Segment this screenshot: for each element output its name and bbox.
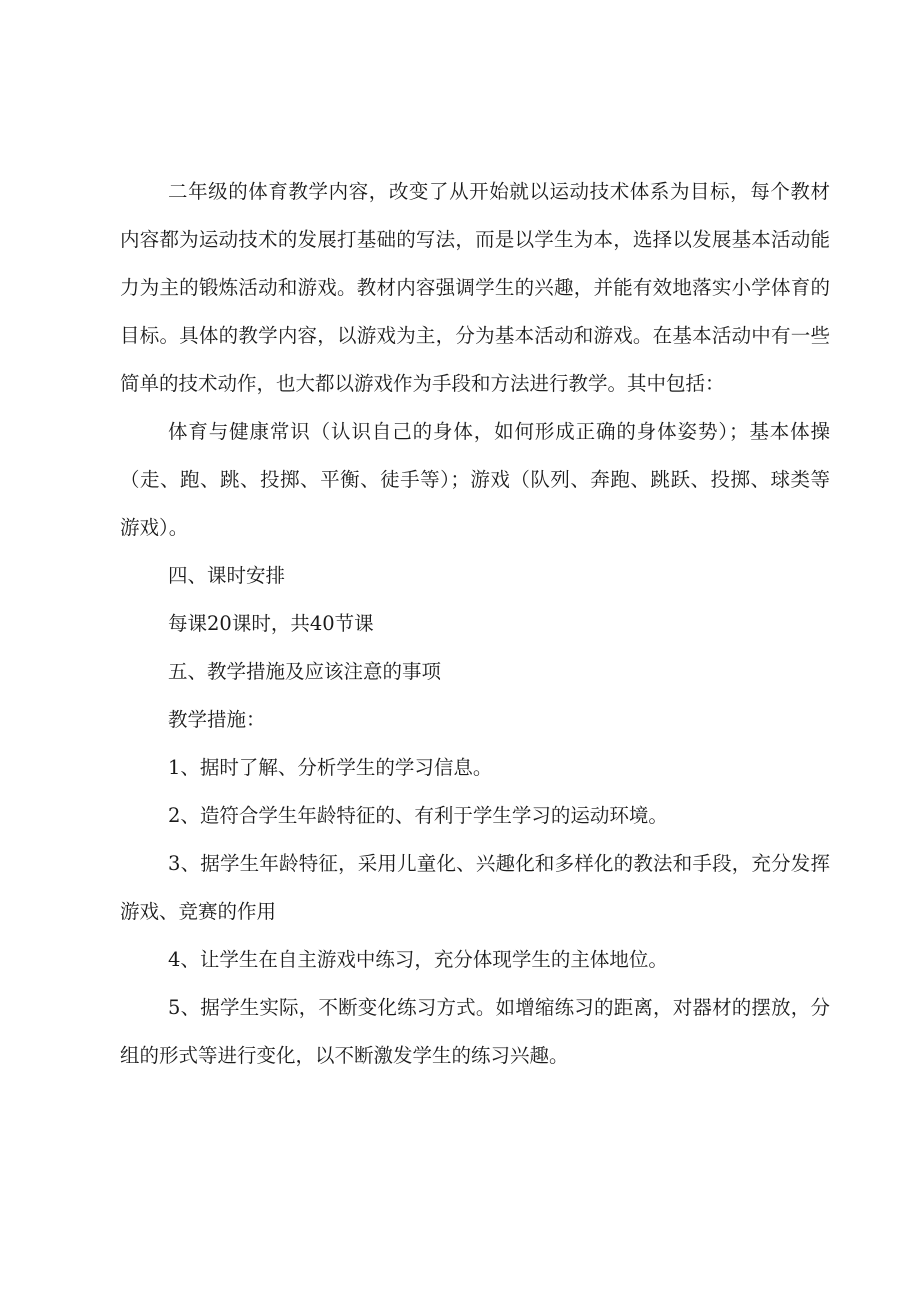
- list-item-measure-4: 4、让学生在自主游戏中练习，充分体现学生的主体地位。: [168, 948, 668, 971]
- subheading-teaching-measures: 教学措施：: [168, 708, 266, 731]
- list-item-measure-5: 5、据学生实际，不断变化练习方式。如增缩练习的距离，对器材的摆放，分组的形式等进行变化，以不断激发学生的练习兴趣。: [120, 996, 830, 1067]
- paragraph-content-list: 体育与健康常识（认识自己的身体，如何形成正确的身体姿势）；基本体操（走、跑、跳、投掷、平衡、徒手等）；游戏（队列、奔跑、跳跃、投掷、球类等游戏）。: [120, 420, 830, 539]
- paragraph-curriculum-content: 二年级的体育教学内容，改变了从开始就以运动技术体系为目标，每个教材内容都为运动技术的发展打基础的写法，而是以学生为本，选择以发展基本活动能力为主的锻炼活动和游戏。教材内容强调学生的兴趣，并能有效地落实小学体育的目标。具体的教学内容，以游戏为主，分为基本活动和游戏。在基本活动中有一些简单的技术动作，也大都以游戏作为手段和方法进行教学。其中包括：: [120, 180, 830, 395]
- paragraph-class-hours: 每课20课时，共40节课: [168, 612, 374, 635]
- section-heading-class-hours: 四、课时安排: [168, 564, 286, 587]
- document-body: [120, 168, 830, 1080]
- section-heading-teaching-measures: 五、教学措施及应该注意的事项: [168, 660, 442, 683]
- list-item-measure-1: 1、据时了解、分析学生的学习信息。: [168, 756, 493, 779]
- list-item-measure-2: 2、造符合学生年龄特征的、有利于学生学习的运动环境。: [168, 804, 668, 827]
- list-item-measure-3: 3、据学生年龄特征，采用儿童化、兴趣化和多样化的教法和手段，充分发挥游戏、竞赛的作用: [120, 852, 830, 923]
